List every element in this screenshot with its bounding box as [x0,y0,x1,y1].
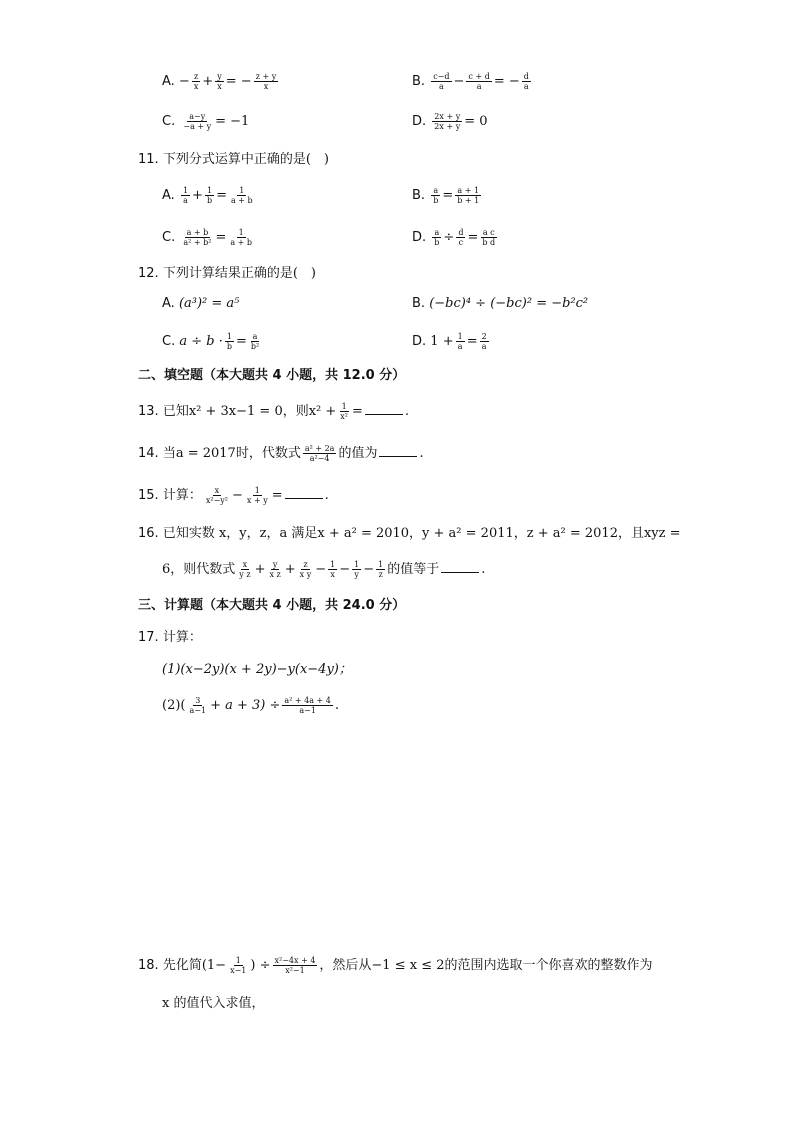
fraction: $\frac{1}{\text{x²}}$ [340,402,349,421]
q17-stem: 17. 计算： [138,630,202,645]
fraction: $\frac{z + y}{x}$ [255,72,277,91]
q11-option-c: C. $\frac{a + b}{\text{a² + b²}}$ = $\frac{1}{a + b}$ [162,228,253,247]
fraction: $\frac{c + d}{a}$ [468,72,490,91]
fraction: $\frac{1}{a + b}$ [230,186,253,205]
q16-line1: 16. 已知实数 x，y，z，a 满足x + a² = 2010，y + a² = 2011，z + a² = 2012，且xyz = [138,526,681,541]
fraction: $\frac{1}{a}$ [457,332,463,351]
fraction: $\frac{2}{a}$ [481,332,487,351]
q17-part1: (1)(x−2y)(x + 2y)−y(x−4y)； [162,662,352,677]
fraction: $\frac{a + 1}{b + 1}$ [457,186,480,205]
answer-blank[interactable] [379,444,417,457]
fraction: $\frac{1}{a + b}$ [230,228,253,247]
fraction: $\frac{1}{z}$ [378,560,384,579]
q17-part2: (2)( $\frac{3}{a-1}$ + a + 3) ÷ $\frac{\text{a² + 4a + 4}}{a-1}$ . [162,696,340,715]
fraction: $\frac{\text{x²−4x + 4}}{\text{x²−1}}$ [274,956,316,975]
section-heading-calculation: 三、计算题（本大题共 4 小题，共 24.0 分） [138,598,406,613]
q10-option-c: C. $\frac{a-y}{-a + y}$ = −1 [162,112,250,131]
fraction: $\frac{a}{\text{b²}}$ [250,332,260,351]
q14: 14. 当a = 2017时，代数式 $\frac{\text{a² + 2a}}{\text{a²−4}}$ 的值为 . [138,444,424,463]
answer-blank[interactable] [285,486,323,499]
fraction: $\frac{\text{a c}}{\text{b d}}$ [482,228,496,247]
q12-option-b: B. (−bc)⁴ ÷ (−bc)² = −b²c² [412,296,589,311]
section-heading-fill-in: 二、填空题（本大题共 4 小题，共 12.0 分） [138,368,406,383]
fraction: $\frac{a}{b}$ [434,228,440,247]
fraction: $\frac{\text{a² + 4a + 4}}{a-1}$ [284,696,331,715]
fraction: $\frac{c-d}{a}$ [433,72,450,91]
q12-option-d: D. 1 + $\frac{1}{a}$ = $\frac{2}{a}$ [412,332,487,351]
q10-option-b: B. $\frac{c-d}{a}$ − $\frac{c + d}{a}$ = − $\frac{d}{a}$ [412,72,529,91]
fraction: $\frac{a + b}{\text{a² + b²}}$ [183,228,212,247]
fraction: $\frac{1}{x}$ [330,560,336,579]
q18-line1: 18. 先化简(1− $\frac{1}{x-1}$ ) ÷ $\frac{\text{x²−4x + 4}}{\text{x²−1}}$ ，然后从−1 ≤ x ≤ 2的范围内选取一个你喜欢的整数作为 [138,956,653,975]
q13: 13. 已知x² + 3x−1 = 0，则x² + $\frac{1}{\text{x²}}$ = . [138,402,410,421]
fraction: $\frac{2x + y}{2x + y}$ [434,112,461,131]
q15: 15. 计算： $\frac{x}{\text{x²−y²}}$ − $\frac{1}{x + y}$ = . [138,486,329,505]
fraction: $\frac{z}{\text{x y}}$ [299,560,312,579]
q11-option-b: B. $\frac{a}{b}$ = $\frac{a + 1}{b + 1}$ [412,186,480,205]
fraction: $\frac{a}{b}$ [433,186,439,205]
fraction: $\frac{3}{a-1}$ [189,696,207,715]
q16-line2: 6，则代数式 $\frac{x}{\text{y z}}$ + $\frac{y}{\text{x z}}$ + $\frac{z}{\text{x y}}$ − $\frac{1}{x}$ − $\frac{1}{y}$ − $\frac{1}{z}$ 的值等于 . [162,560,486,579]
q18-line2: x 的值代入求值， [162,996,265,1011]
q12-option-c: C. a ÷ b · $\frac{1}{b}$ = $\frac{a}{\text{b²}}$ [162,332,260,351]
fraction: $\frac{1}{y}$ [354,560,360,579]
fraction: $\frac{d}{c}$ [458,228,464,247]
fraction: $\frac{1}{a}$ [182,186,189,205]
q12-stem: 12. 下列计算结果正确的是( ) [138,266,316,281]
fraction: $\frac{z}{x}$ [193,72,199,91]
fraction: $\frac{y}{x}$ [217,72,222,91]
fraction: $\frac{d}{a}$ [523,72,529,91]
fraction: $\frac{1}{b}$ [226,332,232,351]
q11-option-a: A. $\frac{1}{a}$ + $\frac{1}{b}$ = $\frac{1}{a + b}$ [162,186,253,205]
answer-blank[interactable] [365,402,403,415]
q12-option-a: A. (a³)² = a⁵ [162,296,240,311]
fraction: $\frac{1}{b}$ [206,186,213,205]
q11-option-d: D. $\frac{a}{b}$ ÷ $\frac{d}{c}$ = $\frac{\text{a c}}{\text{b d}}$ [412,228,496,247]
fraction: $\frac{x}{\text{x²−y²}}$ [205,486,228,505]
q10-option-d: D. $\frac{2x + y}{2x + y}$ = 0 [412,112,488,131]
fraction: $\frac{1}{x + y}$ [246,486,268,505]
answer-blank[interactable] [441,560,479,573]
fraction: $\frac{\text{a² + 2a}}{\text{a²−4}}$ [304,444,335,463]
fraction: $\frac{y}{\text{x z}}$ [269,560,281,579]
q11-stem: 11. 下列分式运算中正确的是( ) [138,152,329,167]
fraction: $\frac{1}{x-1}$ [230,956,247,975]
fraction: $\frac{a-y}{-a + y}$ [183,112,212,131]
fraction: $\frac{x}{\text{y z}}$ [239,560,251,579]
q10-option-a: A. − $\frac{z}{x}$ + $\frac{y}{x}$ = − $\frac{z + y}{x}$ [162,72,277,91]
